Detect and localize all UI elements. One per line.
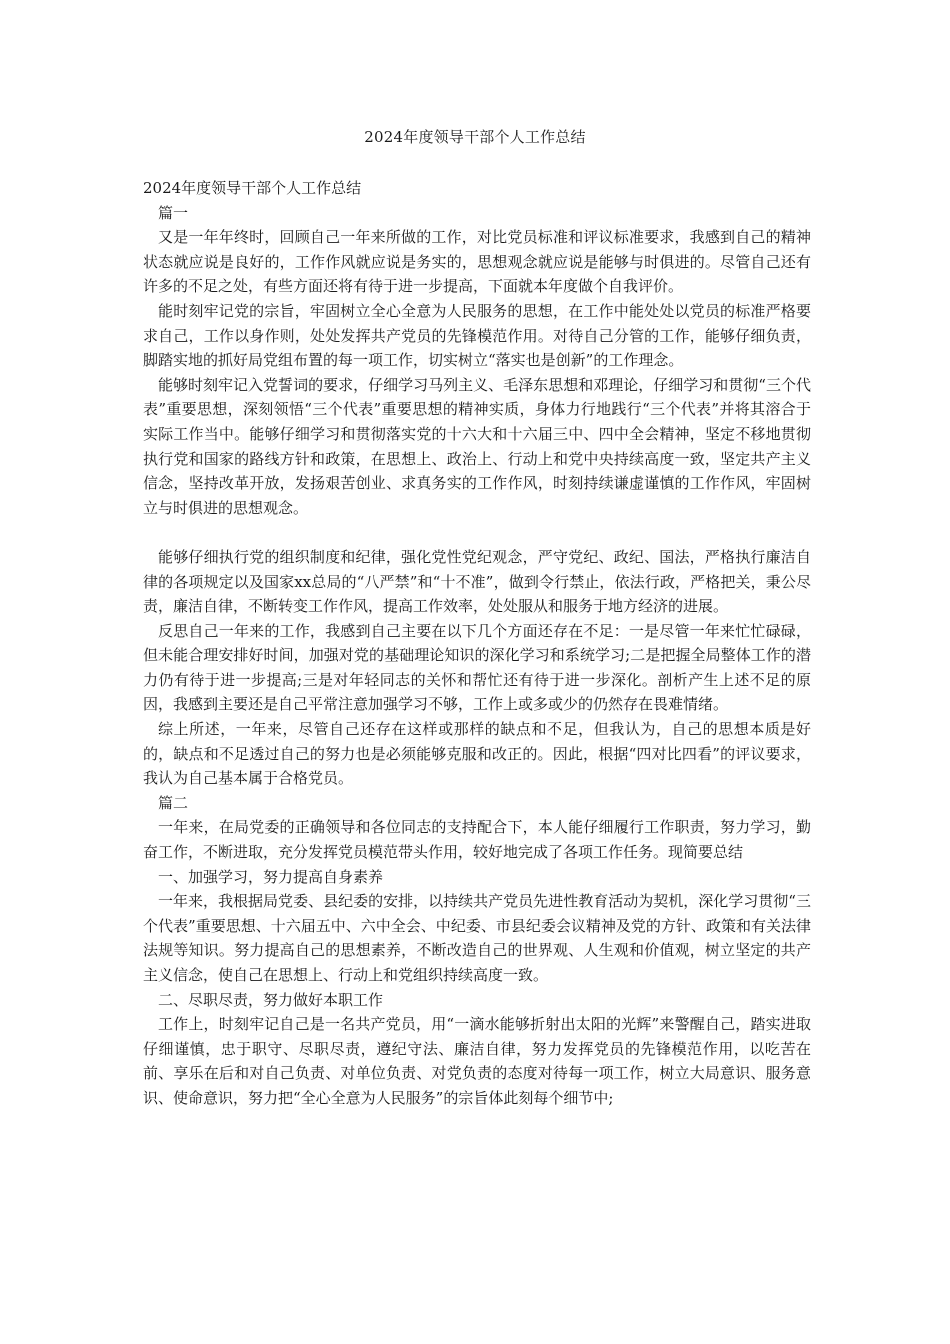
- body-heading: 2024年度领导干部个人工作总结: [143, 179, 362, 197]
- paragraph: 能时刻牢记党的宗旨，牢固树立全心全意为人民服务的思想，在工作中能处处以党员的标准严格要求自己，工作以身作则，处处发挥共产党员的先锋模范作用。对待自己分管的工作，能够仔细负责，脚踏实地的抓好局党组布置的每一项工作，切实树立“落实也是创新”的工作理念。: [143, 301, 811, 370]
- subheading-duties: 二、尽职尽责，努力做好本职工作: [158, 990, 384, 1009]
- paragraph: 又是一年年终时，回顾自己一年来所做的工作，对比党员标准和评议标准要求，我感到自己的精神状态就应说是良好的，工作作风就应说是务实的，思想观念就应说是能够与时俱进的。尽管自己还有许多的不足之处，有些方面还将有待于进一步提高，下面就本年度做个自我评价。: [143, 228, 811, 296]
- paragraph: 能够时刻牢记入党誓词的要求，仔细学习马列主义、毛泽东思想和邓理论，仔细学习和贯彻“三个代表”重要思想，深刻领悟“三个代表”重要思想的精神实质，身体力行地践行“三个代表”并将其溶合于实际工作当中。能够仔细学习和贯彻落实党的十六大和十六届三中、四中全会精神，坚定不移地贯彻执行党和国家的路线方针和政策，在思想上、政治上、行动上和党中央持续高度一致，坚定共产主义信念，坚持改革开放，发扬艰苦创业、求真务实的工作作风，时刻持续谦虚谨慎的工作作风，牢固树立与时俱进的思想观念。: [143, 375, 811, 517]
- document-body: [143, 176, 811, 1111]
- paragraph: 能够仔细执行党的组织制度和纪律，强化党性党纪观念，严守党纪、政纪、国法，严格执行廉洁自律的各项规定以及国家xx总局的“八严禁”和“十不准”，做到令行禁止，依法行政，严格把关，秉公尽责，廉洁自律，不断转变工作作风，提高工作效率，处处服从和服务于地方经济的进展。: [143, 547, 811, 616]
- paragraph: 一年来，我根据局党委、县纪委的安排，以持续共产党员先进性教育活动为契机，深化学习贯彻“三个代表”重要思想、十六届五中、六中全会、中纪委、市县纪委会议精神及党的方针、政策和有关法律法规等知识。努力提高自己的思想素养，不断改造自己的世界观、人生观和价值观，树立坚定的共产主义信念，使自己在思想上、行动上和党组织持续高度一致。: [143, 892, 811, 984]
- document-title: 2024年度领导干部个人工作总结: [364, 128, 586, 146]
- paragraph: 工作上，时刻牢记自己是一名共产党员，用“一滴水能够折射出太阳的光辉”来警醒自己，踏实进取仔细谨慎，忠于职守、尽职尽责，遵纪守法、廉洁自律，努力发挥党员的先锋模范作用，以吃苦在前、享乐在后和对自己负责、对单位负责、对党负责的态度对待每一项工作，树立大局意识、服务意识、使命意识，努力把“全心全意为人民服务”的宗旨体此刻每个细节中;: [143, 1015, 811, 1107]
- section-label-part-one: 篇一: [158, 203, 189, 222]
- paragraph: 一年来，在局党委的正确领导和各位同志的支持配合下，本人能仔细履行工作职责，努力学习，勤奋工作，不断进取，充分发挥党员模范带头作用，较好地完成了各项工作任务。现简要总结: [143, 818, 811, 862]
- blank-line: [143, 520, 811, 545]
- paragraph: 综上所述，一年来，尽管自己还存在这样或那样的缺点和不足，但我认为，自己的思想本质是好的，缺点和不足透过自己的努力也是必须能够克服和改正的。因此，根据“四对比四看”的评议要求，我认为自己基本属于合格党员。: [143, 720, 811, 788]
- section-label-part-two: 篇二: [158, 793, 189, 812]
- subheading-study: 一、加强学习，努力提高自身素养: [158, 867, 384, 886]
- paragraph: 反思自己一年来的工作，我感到自己主要在以下几个方面还存在不足：一是尽管一年来忙忙碌碌，但未能合理安排好时间，加强对党的基础理论知识的深化学习和系统学习;二是把握全局整体工作的潜力仍有待于进一步提高;三是对年轻同志的关怀和帮忙还有待于进一步深化。剖析产生上述不足的原因，我感到主要还是自己平常注意加强学习不够，工作上或多或少的仍然存在畏难情绪。: [143, 621, 811, 714]
